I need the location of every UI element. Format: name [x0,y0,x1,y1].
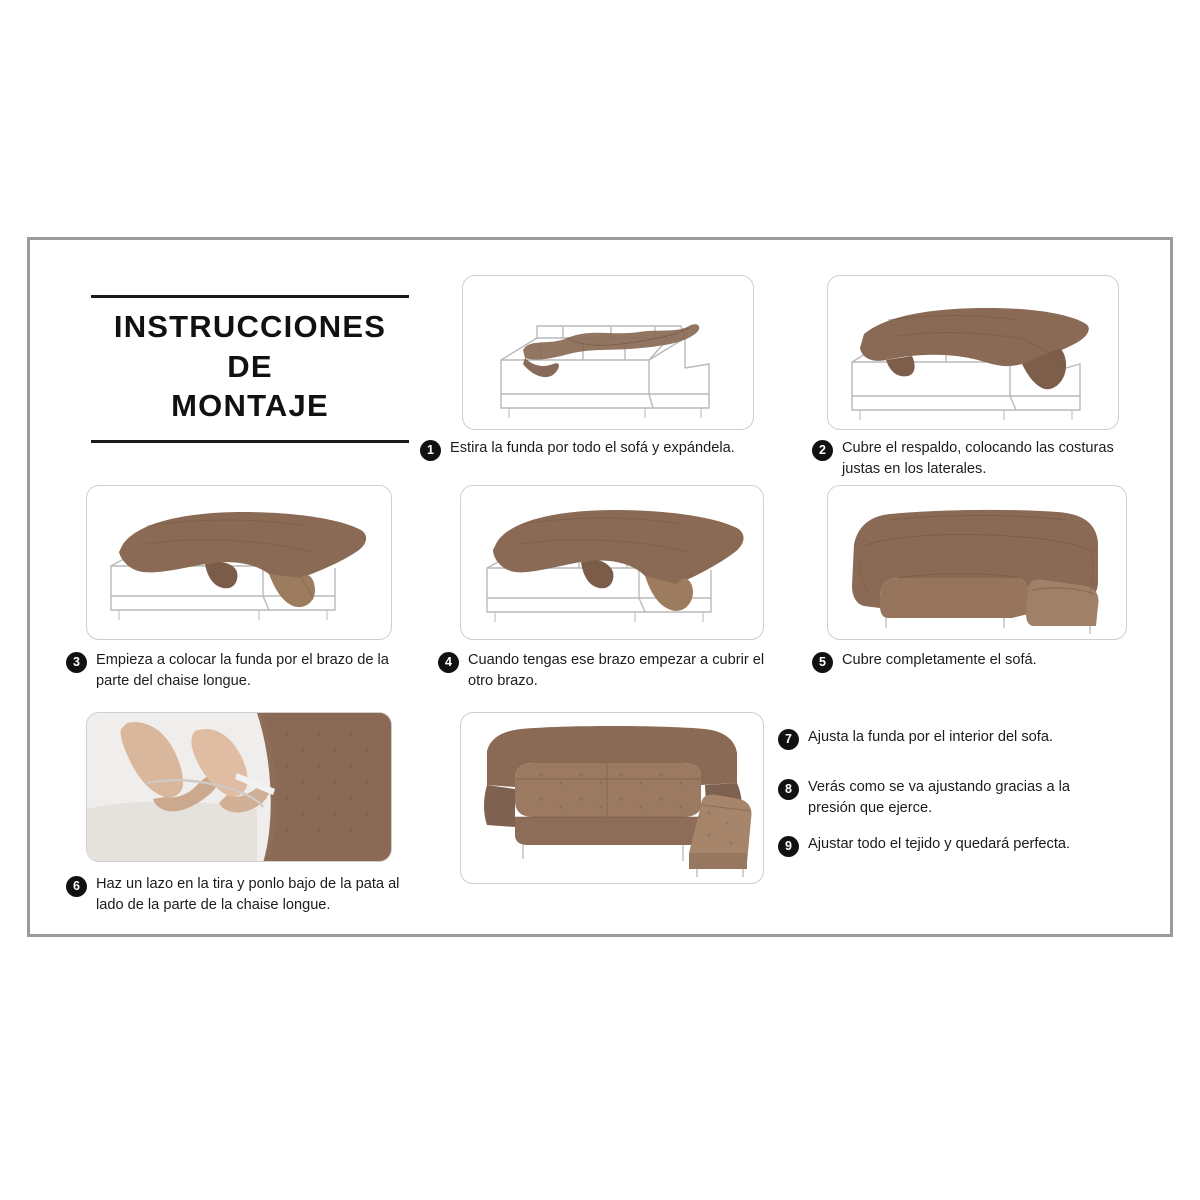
step-4-number: 4 [438,652,459,673]
step-3 [66,650,406,691]
chaise-section-5 [1026,579,1099,626]
illustration-step-3 [86,485,392,640]
illustration-step-5 [827,485,1127,640]
step-7-number: 7 [778,729,799,750]
fabric-drape-3 [119,512,366,581]
step-5-number: 5 [812,652,833,673]
step-4 [438,650,768,691]
step-3-text: Empieza a colocar la funda por el brazo de la parte del chaise longue. [96,652,389,689]
step-1-text: Estira la funda por todo el sofá y expándela. [450,440,735,456]
title-line-1: INSTRUCCIONES [113,309,387,344]
illustration-step-4 [460,485,764,640]
fabric-drape-4 [493,510,744,586]
illustration-step-1 [462,275,754,430]
step-8-text: Verás como se va ajustando gracias a la presión que ejerce. [808,779,1071,816]
step-6-number: 6 [66,876,87,897]
step-2 [812,438,1130,479]
illustration-steps-789 [460,712,764,884]
step-1-number: 1 [420,440,441,461]
hands-tying-strap-photo [87,713,391,861]
step-4-text: Cuando tengas ese brazo empezar a cubrir el otro brazo. [468,652,765,689]
step-9 [778,834,1114,857]
step-5 [812,650,1112,673]
step-2-number: 2 [812,440,833,461]
step-8 [778,777,1108,818]
title-rule-bottom [91,440,409,443]
sofa-covered-5 [828,486,1127,640]
step-1 [420,438,750,461]
page-title [70,295,430,443]
step-2-text: Cubre el respaldo, colocando las costuras justas en los laterales. [842,440,1114,477]
title-line-3: MONTAJE [171,388,329,424]
step-6 [66,874,402,915]
step-7-text: Ajusta la funda por el interior del sofa. [808,729,1053,745]
illustration-step-2 [827,275,1119,430]
step-3-number: 3 [66,652,87,673]
step-9-number: 9 [778,836,799,857]
title-lines [70,298,430,426]
photo-content-6 [87,713,392,862]
step-5-text: Cubre completamente el sofá. [842,652,1037,668]
sofa-outline-1 [463,276,754,430]
photo-step-6 [86,712,392,862]
step-7 [778,727,1108,750]
step-6-text: Haz un lazo en la tira y ponlo bajo de la pata al lado de la parte de la chaise longue. [96,876,400,913]
step-8-number: 8 [778,779,799,800]
step-9-text: Ajustar todo el tejido y quedará perfecta. [808,836,1071,852]
sofa-outline-2 [828,276,1119,430]
sofa-outline-4 [461,486,764,640]
sheet-frame [27,237,1173,937]
sofa-outline-3 [87,486,392,640]
title-line-2: DE [227,348,273,384]
sofa-covered-final [461,713,764,884]
